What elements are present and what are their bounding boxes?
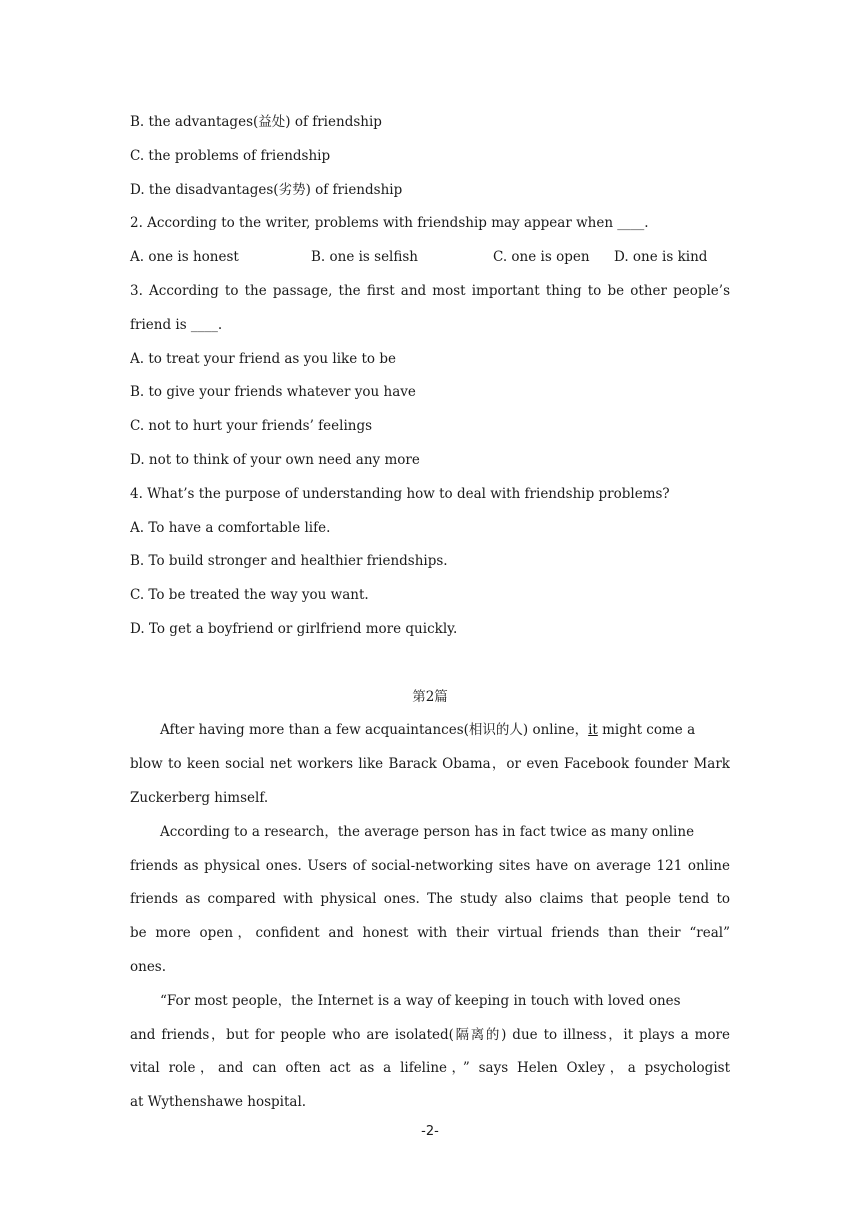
q1-option-c: C. the problems of friendship (130, 147, 331, 164)
q2-options-row (130, 241, 730, 275)
q3-option-d: D. not to think of your own need any more (130, 451, 420, 468)
q3-option-c: C. not to hurt your friends’ feelings (130, 418, 373, 435)
q3-option-a: A. to treat your friend as you like to be (130, 350, 396, 367)
passage-p2-line1: According to a research，the average person has in fact twice as many online (160, 823, 695, 840)
q4-option-d: D. To get a boyfriend or girlfriend more quickly. (130, 620, 458, 637)
q3-stem-line1: 3. According to the passage, the first and most important thing to be other people’s (130, 282, 730, 299)
passage-p3-line2: and friends，but for people who are isolated(隔离的) due to illness，it plays a more (130, 1026, 730, 1043)
p1-text-after: might come a (597, 722, 696, 739)
passage-p2-line2: friends as physical ones. Users of social-networking sites have on average 121 online (130, 857, 730, 874)
passage-p3-line1: “For most people，the Internet is a way of keeping in touch with loved ones (160, 992, 681, 1009)
passage-p2-line5: ones. (130, 958, 167, 975)
underlined-word: it (588, 722, 598, 739)
passage-p3-line4: at Wythenshawe hospital. (130, 1094, 307, 1111)
passage-p2-line4: be more open，confident and honest with their virtual friends than their “real” (130, 925, 730, 942)
p1-text-before: After having more than a few acquaintances(相识的人) online， (160, 722, 589, 739)
passage-heading: 第2篇 (412, 688, 448, 705)
section-spacer (130, 647, 730, 681)
q2-stem: 2. According to the writer, problems with friendship may appear when ____. (130, 215, 649, 232)
q2-option-a: A. one is honest (130, 249, 239, 266)
passage-p1-line2: blow to keen social net workers like Barack Obama，or even Facebook founder Mark (130, 756, 730, 773)
passage-p3-line3: vital role，and can often act as a lifeline，” says Helen Oxley，a psychologist (130, 1060, 730, 1077)
q1-option-b: B. the advantages(益处) of friendship (130, 114, 382, 130)
q4-stem: 4. What’s the purpose of understanding how to deal with friendship problems? (130, 485, 670, 502)
q4-option-c: C. To be treated the way you want. (130, 587, 369, 604)
q4-option-a: A. To have a comfortable life. (130, 519, 331, 536)
q1-option-d: D. the disadvantages(劣势) of friendship (130, 181, 403, 198)
q3-stem-line2: friend is ____. (130, 316, 223, 333)
passage-p2-line3: friends as compared with physical ones. The study also claims that people tend to (130, 891, 730, 908)
page-number: -2- (421, 1124, 439, 1139)
q4-option-b: B. To build stronger and healthier friendships. (130, 553, 448, 570)
passage-p1-line1 (130, 714, 730, 748)
q2-option-b: B. one is selfish (311, 249, 419, 266)
q3-option-b: B. to give your friends whatever you have (130, 384, 416, 401)
document-page (130, 106, 730, 1120)
q2-option-c: C. one is open (493, 249, 590, 266)
passage-p1-line3: Zuckerberg himself. (130, 789, 269, 806)
q2-option-d: D. one is kind (614, 249, 708, 266)
